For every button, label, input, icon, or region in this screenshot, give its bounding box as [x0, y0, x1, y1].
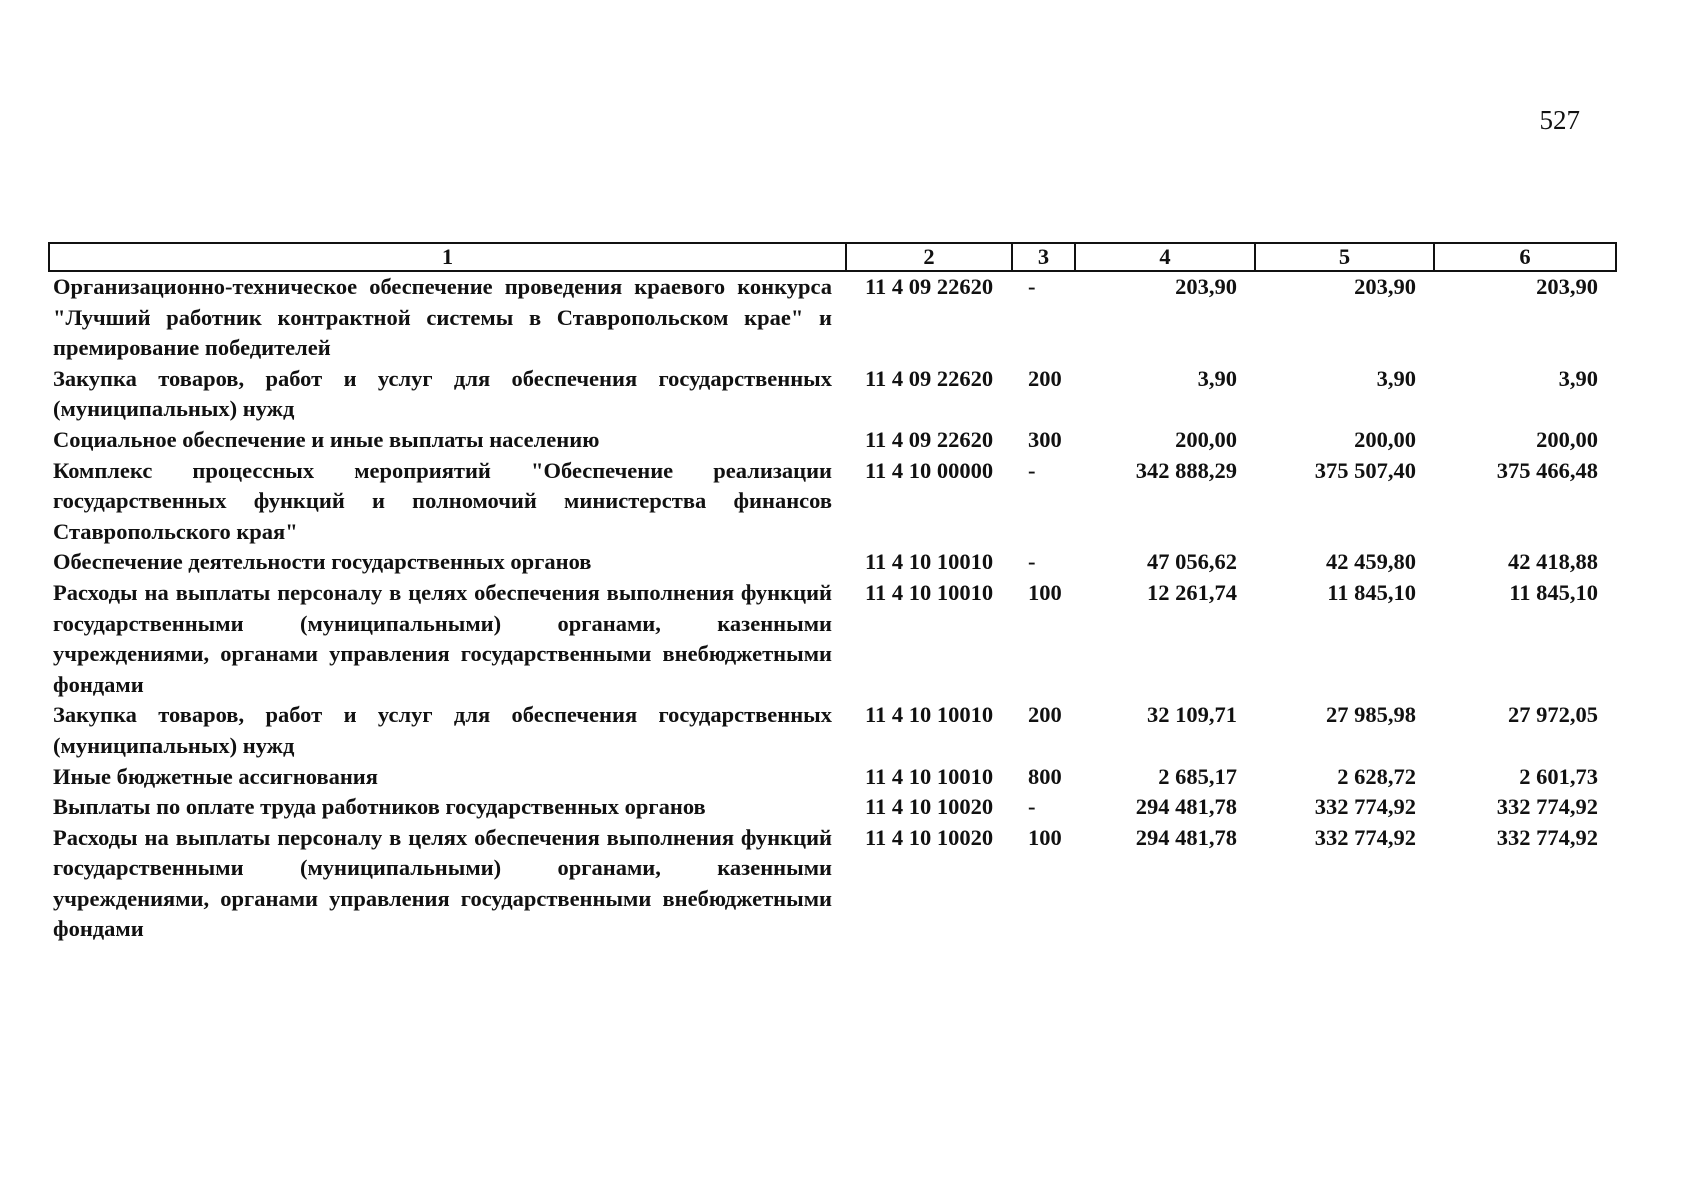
row-value-3: 3,90	[1558, 365, 1598, 391]
row-type: 100	[1028, 824, 1062, 850]
table-header	[49, 243, 1616, 271]
row-code: 11 4 10 10020	[865, 794, 994, 820]
row-value-3: 332 774,92	[1496, 794, 1598, 820]
column-header-value-3: 6	[1434, 243, 1616, 271]
row-value-2: 3,90	[1376, 365, 1416, 391]
table-row	[49, 700, 1616, 761]
row-value-1: 203,90	[1175, 274, 1237, 299]
table-body	[49, 271, 1616, 945]
table-row	[49, 425, 1616, 456]
table-row	[49, 578, 1616, 700]
row-code: 11 4 09 22620	[865, 365, 994, 391]
table-row	[49, 547, 1616, 578]
row-value-3: 11 845,10	[1509, 579, 1598, 605]
column-header-code: 2	[846, 243, 1012, 271]
row-name: Обеспечение деятельности государственных органов	[53, 549, 592, 575]
row-code: 11 4 10 10010	[865, 549, 994, 575]
row-value-1: 32 109,71	[1147, 702, 1237, 728]
row-value-2: 42 459,80	[1326, 549, 1416, 575]
row-code: 11 4 09 22620	[865, 426, 994, 452]
row-value-1: 12 261,74	[1147, 579, 1237, 605]
row-type: 200	[1028, 365, 1062, 391]
row-value-2: 332 774,92	[1314, 794, 1416, 820]
row-name: Расходы на выплаты персоналу в целях обеспечения выполнения функций государственными (муниципальными) органами, казенными учреждениями, органами управления государственными внебюджетными фондами	[53, 579, 832, 697]
row-name: Иные бюджетные ассигнования	[53, 763, 378, 789]
row-code: 11 4 10 00000	[865, 457, 994, 483]
row-value-3: 332 774,92	[1496, 824, 1598, 850]
row-name: Закупка товаров, работ и услуг для обеспечения государственных (муниципальных) нужд	[53, 365, 832, 422]
row-code: 11 4 10 10020	[865, 824, 994, 850]
column-header-name: 1	[49, 243, 846, 271]
row-name: Выплаты по оплате труда работников государственных органов	[53, 794, 706, 820]
row-name: Расходы на выплаты персоналу в целях обеспечения выполнения функций государственными (муниципальными) органами, казенными учреждениями, органами управления государственными внебюджетными фондами	[53, 824, 832, 942]
table-row	[49, 271, 1616, 364]
row-value-2: 27 985,98	[1326, 702, 1416, 728]
row-value-1: 342 888,29	[1135, 457, 1237, 483]
row-code: 11 4 10 10010	[865, 579, 994, 605]
row-value-3: 27 972,05	[1508, 702, 1598, 728]
row-value-2: 2 628,72	[1337, 763, 1416, 789]
row-value-1: 3,90	[1197, 365, 1237, 391]
table-row	[49, 364, 1616, 425]
row-name: Социальное обеспечение и иные выплаты населению	[53, 426, 600, 452]
row-value-3: 375 466,48	[1496, 457, 1598, 483]
table-row	[49, 823, 1616, 945]
page-number: 527	[1539, 105, 1580, 135]
budget-table	[48, 242, 1617, 945]
header-row	[49, 243, 1616, 271]
row-code: 11 4 09 22620	[865, 274, 994, 299]
row-type: 100	[1028, 579, 1062, 605]
row-value-2: 200,00	[1354, 426, 1416, 452]
row-type: -	[1028, 457, 1036, 483]
row-name: Комплекс процессных мероприятий "Обеспечение реализации государственных функций и полномочий министерства финансов Ставропольского края"	[53, 457, 832, 544]
table-row	[49, 456, 1616, 548]
row-value-3: 42 418,88	[1508, 549, 1598, 575]
row-value-3: 203,90	[1536, 274, 1598, 299]
row-value-3: 2 601,73	[1519, 763, 1598, 789]
row-type: 800	[1028, 763, 1062, 789]
table-row	[49, 792, 1616, 823]
row-name: Организационно-техническое обеспечение проведения краевого конкурса "Лучший работник контрактной системы в Ставропольском крае" и премирование победителей	[53, 274, 832, 361]
row-value-3: 200,00	[1536, 426, 1598, 452]
row-type: 300	[1028, 426, 1062, 452]
column-header-value-2: 5	[1255, 243, 1434, 271]
row-type: -	[1028, 549, 1036, 575]
row-value-2: 375 507,40	[1314, 457, 1416, 483]
row-value-1: 2 685,17	[1158, 763, 1237, 789]
row-value-2: 203,90	[1354, 274, 1416, 299]
row-value-1: 294 481,78	[1135, 824, 1237, 850]
row-type: -	[1028, 274, 1036, 299]
column-header-type: 3	[1012, 243, 1075, 271]
row-code: 11 4 10 10010	[865, 763, 994, 789]
row-name: Закупка товаров, работ и услуг для обеспечения государственных (муниципальных) нужд	[53, 702, 832, 758]
table-row	[49, 762, 1616, 793]
row-type: 200	[1028, 702, 1062, 728]
row-value-2: 11 845,10	[1327, 579, 1416, 605]
row-type: -	[1028, 794, 1036, 820]
row-value-1: 294 481,78	[1135, 794, 1237, 820]
row-code: 11 4 10 10010	[865, 702, 994, 728]
column-header-value-1: 4	[1075, 243, 1255, 271]
row-value-1: 200,00	[1175, 426, 1237, 452]
row-value-2: 332 774,92	[1314, 824, 1416, 850]
row-value-1: 47 056,62	[1147, 549, 1237, 575]
